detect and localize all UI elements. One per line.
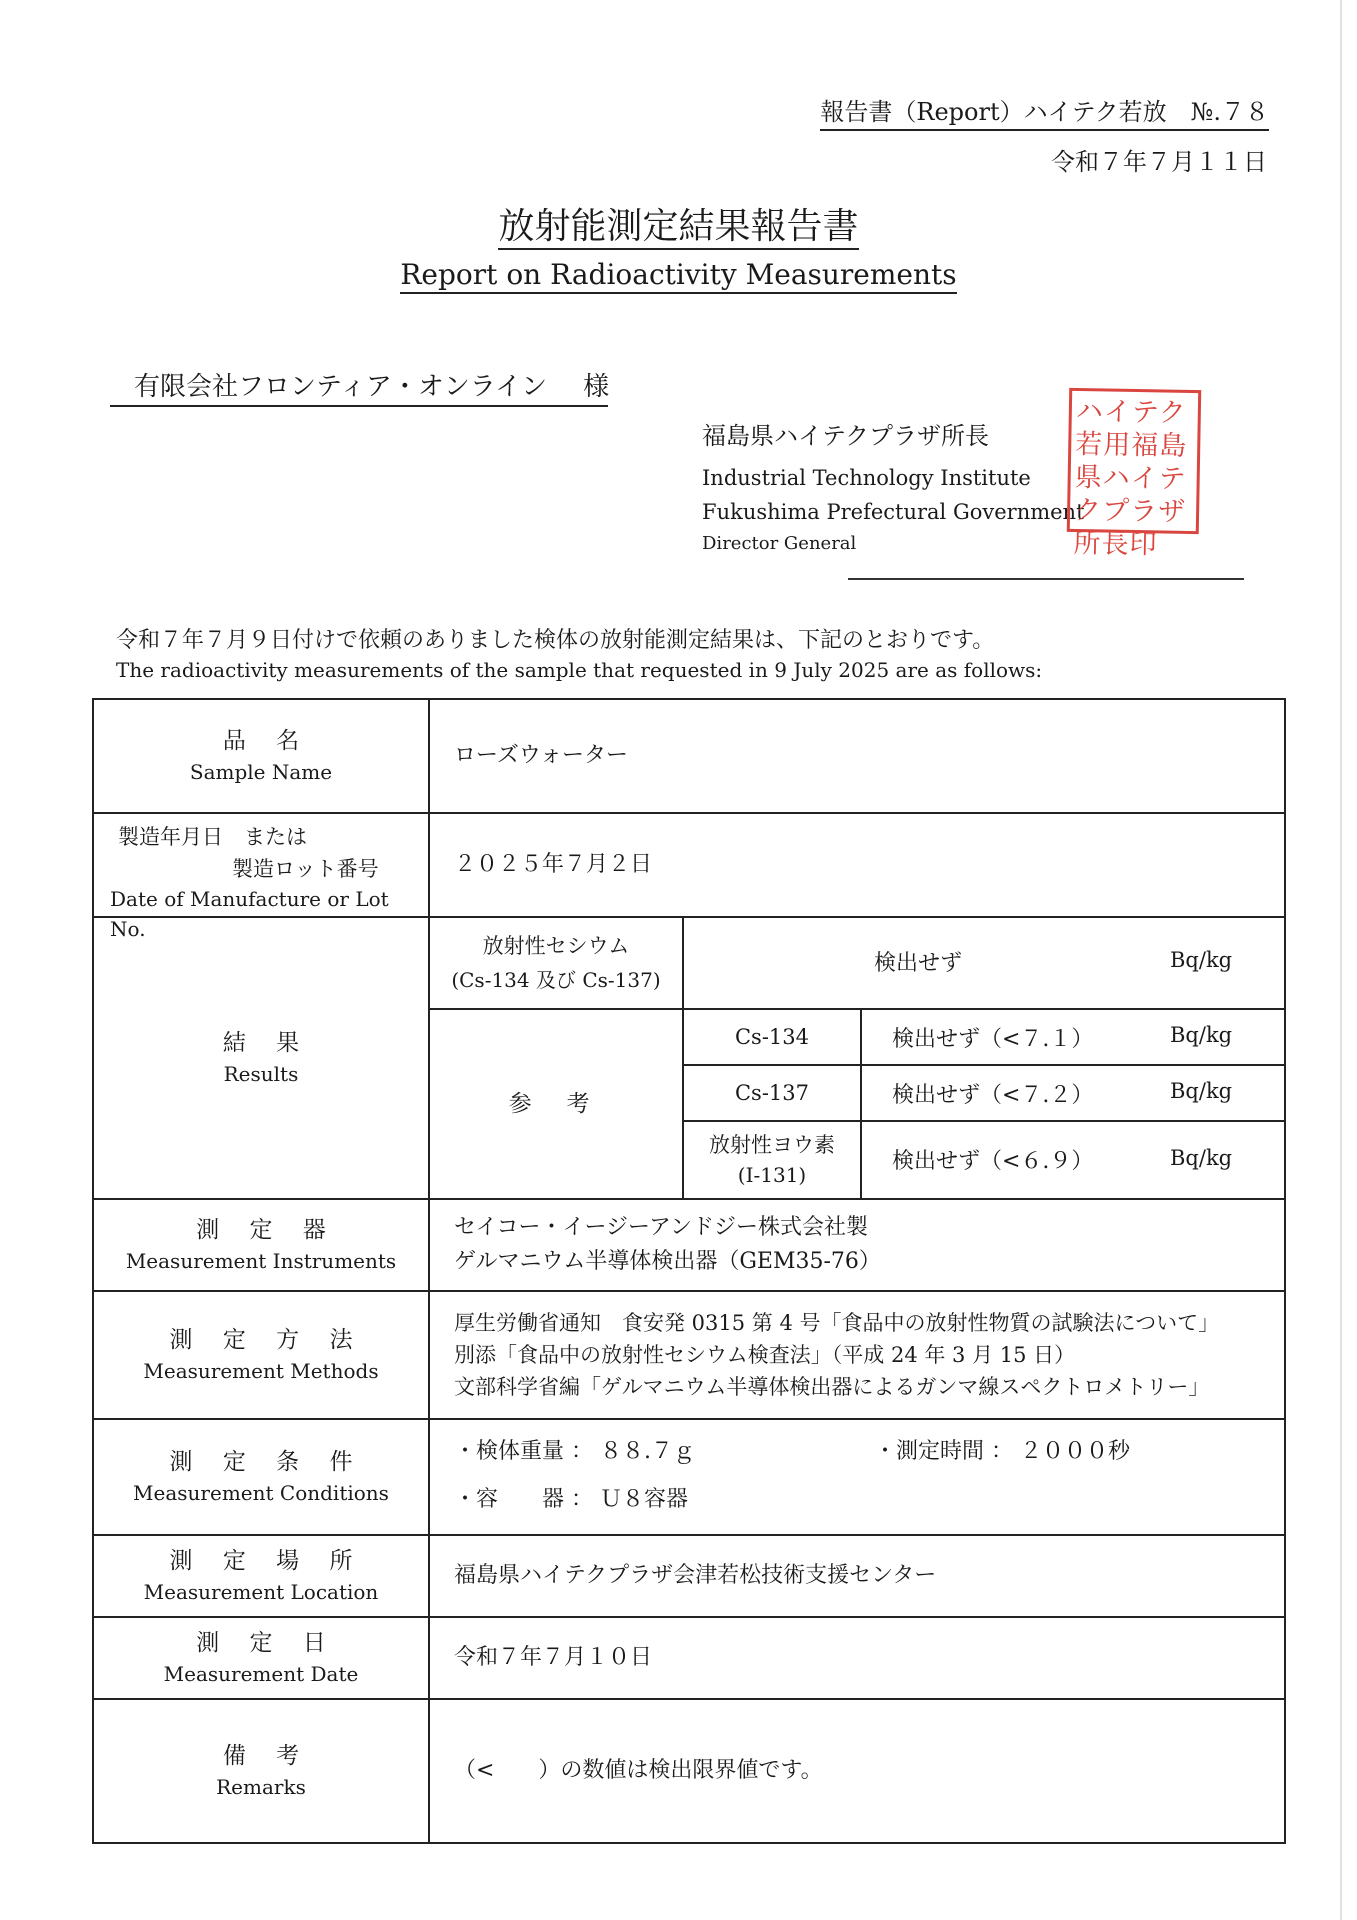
conditions-label-en: Measurement Conditions: [133, 1481, 389, 1505]
sample-name-value: ローズウォーター: [454, 743, 629, 768]
remarks-label-ja: 備 考: [222, 1743, 311, 1769]
instruments-value: [430, 1200, 1284, 1290]
issuer-institute-en: Industrial Technology Institute: [702, 466, 1031, 490]
location-value: 福島県ハイテクプラザ会津若松技術支援センター: [454, 1563, 937, 1588]
recipient: [110, 366, 608, 407]
results-table: [92, 698, 1286, 1844]
results-label-ja: 結 果: [222, 1030, 311, 1056]
report-date: 令和７年７月１１日: [1051, 148, 1267, 176]
methods-value-line1: 厚生労働省通知 食安発 0315 第 4 号「食品中の放射性物質の試験法について」: [454, 1311, 1220, 1335]
conditions-label: [94, 1420, 428, 1534]
reference-label: 参 考: [508, 1091, 604, 1117]
title-japanese: [0, 198, 1357, 249]
manufacture-label: [94, 814, 428, 941]
cesium-label: [430, 918, 682, 1008]
methods-label: [94, 1292, 428, 1418]
reference-result-cs134-unit: Bq/kg: [1170, 1023, 1233, 1047]
reference-nuclide-i131: [684, 1122, 860, 1198]
manufacture-label-en: Date of Manufacture or Lot No.: [110, 887, 389, 941]
intro-english: The radioactivity measurements of the sample that requested in 9 July 2025 are as follows:: [116, 658, 1043, 682]
remarks-value: （< ）の数値は検出限界値です。: [454, 1758, 823, 1783]
sample-name-label-ja: 品 名: [222, 728, 311, 754]
instruments-value-line1: セイコー・イージーアンドジー株式会社製: [454, 1215, 869, 1240]
issuer-government-en: Fukushima Prefectural Government: [702, 500, 1085, 524]
seal-text: ハイテク若用福島県ハイテクプラザ所長印: [1073, 395, 1188, 561]
reference-result-i131-value: 検出せず（<６.９）: [892, 1149, 1094, 1174]
measurement-date-label-en: Measurement Date: [163, 1662, 359, 1686]
reference-result-cs134: [862, 1010, 1284, 1064]
methods-value: [430, 1292, 1284, 1418]
location-label-ja: 測 定 場 所: [169, 1548, 364, 1574]
instruments-label-ja: 測 定 器: [196, 1217, 338, 1243]
condition-measurement-time: ・測定時間 ： ２０００秒: [874, 1439, 1130, 1464]
measurement-date-label: [94, 1618, 428, 1698]
reference-result-cs134-value: 検出せず（<７.１）: [892, 1027, 1094, 1052]
conditions-label-ja: 測 定 条 件: [169, 1449, 364, 1475]
title-english: [0, 258, 1357, 291]
recipient-honorific: 様: [583, 372, 610, 402]
reference-nuclide-cs137-text: Cs-137: [734, 1081, 810, 1105]
condition-container: ・容 器 ： Ｕ８容器: [454, 1487, 688, 1512]
reference-result-i131-unit: Bq/kg: [1170, 1146, 1233, 1170]
cesium-result: [684, 918, 1284, 1008]
measurement-date-label-ja: 測 定 日: [196, 1630, 338, 1656]
cesium-result-unit: Bq/kg: [1170, 948, 1233, 972]
remarks-label: [94, 1700, 428, 1842]
reference-result-cs137-value: 検出せず（<７.２）: [892, 1083, 1094, 1108]
reference-nuclide-i131-line1: 放射性ヨウ素: [709, 1133, 835, 1157]
cesium-label-line1: 放射性セシウム: [482, 934, 630, 958]
instruments-value-line2: ゲルマニウム半導体検出器（GEM35-76）: [454, 1249, 881, 1274]
official-seal-stamp: [1067, 388, 1201, 561]
title-japanese-text: 放射能測定結果報告書: [498, 206, 858, 250]
manufacture-label-line1: 製造年月日 または: [118, 825, 307, 849]
instruments-label-en: Measurement Instruments: [125, 1249, 397, 1273]
manufacture-value: ２０２５年７月２日: [454, 852, 653, 877]
instruments-label: [94, 1200, 428, 1290]
reference-nuclide-cs134: [684, 1010, 860, 1064]
methods-label-ja: 測 定 方 法: [169, 1327, 364, 1353]
recipient-name: 有限会社フロンティア・オンライン: [134, 372, 548, 402]
cesium-result-value: 検出せず: [874, 951, 963, 976]
signature-line: [848, 578, 1244, 580]
location-label-en: Measurement Location: [143, 1580, 379, 1604]
reference-nuclide-cs137: [684, 1066, 860, 1120]
issuer-title-en: Director General: [702, 533, 857, 554]
reference-result-cs137-unit: Bq/kg: [1170, 1079, 1233, 1103]
title-english-text: Report on Radioactivity Measurements: [400, 258, 956, 294]
sample-name-label: [94, 700, 428, 812]
methods-value-line2: 別添「食品中の放射性セシウム検査法」（平成 24 年 3 月 15 日）: [454, 1343, 1076, 1367]
condition-sample-weight: ・検体重量 ： ８８.７ｇ: [454, 1439, 695, 1464]
results-label-en: Results: [223, 1062, 299, 1086]
issuer-block: [702, 416, 1085, 554]
measurement-date-value: 令和７年７月１０日: [454, 1645, 653, 1670]
intro-japanese: 令和７年７月９日付けで依頼のありました検体の放射能測定結果は、下記のとおりです。: [116, 628, 995, 653]
issuer-name-ja: 福島県ハイテクプラザ所長: [702, 422, 990, 450]
conditions-row-1: [454, 1427, 1284, 1477]
manufacture-label-line2: 製造ロット番号: [232, 857, 379, 881]
location-label: [94, 1536, 428, 1616]
sample-name-label-en: Sample Name: [189, 760, 333, 784]
reference-nuclide-i131-line2: (I-131): [737, 1163, 807, 1187]
methods-label-en: Measurement Methods: [143, 1359, 379, 1383]
report-number: 報告書（Report）ハイテク若放 №.７８: [820, 92, 1269, 131]
remarks-label-en: Remarks: [216, 1775, 306, 1799]
results-label: [94, 918, 428, 1198]
reference-result-i131: [862, 1122, 1284, 1198]
conditions-value: [430, 1420, 1284, 1534]
methods-value-line3: 文部科学省編「ゲルマニウム半導体検出器によるガンマ線スペクトロメトリー」: [454, 1375, 1210, 1399]
conditions-row-2: [454, 1477, 1284, 1527]
reference-result-cs137: [862, 1066, 1284, 1120]
reference-nuclide-cs134-text: Cs-134: [734, 1025, 810, 1049]
cesium-label-line2: (Cs-134 及び Cs-137): [451, 968, 661, 992]
